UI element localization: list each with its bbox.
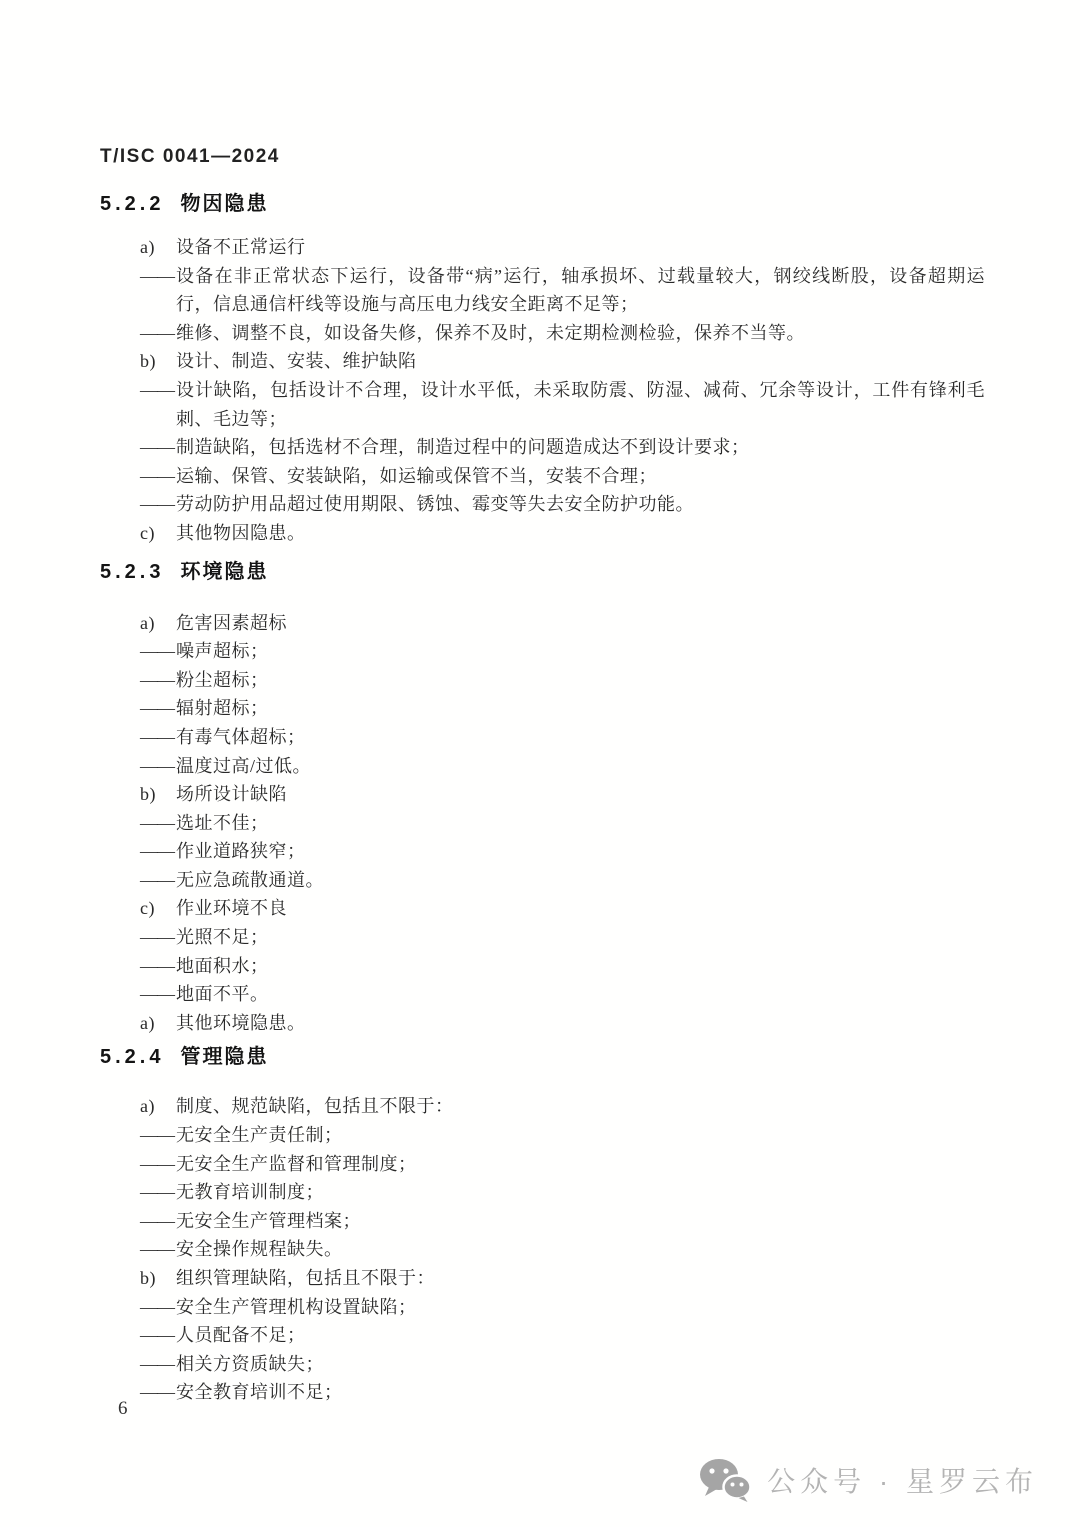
list-item [100,433,985,462]
dash-marker: —— [140,265,174,286]
list-item-text: 其他环境隐患。 [176,1012,306,1033]
watermark-text: 公众号 · 星罗云布 [767,1466,1038,1497]
dash-marker: —— [140,437,174,458]
section-heading [100,192,985,216]
list-item [100,1150,985,1179]
list-item [100,923,985,952]
section-title: 管理隐患 [180,1046,269,1069]
list-item [100,694,985,723]
list-item-text: 设备在非正常状态下运行，设备带“病”运行，轴承损坏、过载量较大，钢绞线断股，设备超期运行，信息通信杆线等设施与高压电力线安全距离不足等； [176,265,985,315]
list-item-text: 无教育培训制度； [176,1182,324,1203]
dash-marker: —— [140,669,174,690]
list-item-text: 粉尘超标； [176,669,269,690]
dash-marker: —— [140,1353,174,1374]
list-item [100,723,985,752]
watermark [699,1458,1038,1502]
wechat-icon [699,1458,751,1502]
section-number: 5.2.2 [100,193,165,215]
section-heading [100,560,985,584]
letter-marker: c) [140,898,155,919]
list-item [100,952,985,981]
list-item-text: 安全操作规程缺失。 [176,1239,343,1260]
letter-marker: a) [140,237,155,257]
list-item [100,1092,985,1121]
dash-marker: —— [140,841,174,862]
dash-marker: —— [140,1325,174,1346]
list-item [100,262,985,319]
list-item [100,1378,985,1407]
list-item [100,490,985,519]
dash-marker: —— [140,1239,174,1260]
list-item-text: 地面不平。 [176,984,269,1005]
letter-marker: b) [140,784,156,805]
section-5.2.2 [100,192,985,548]
list-item-text: 人员配备不足； [176,1325,306,1346]
list-item-text: 无安全生产管理档案； [176,1210,361,1231]
standard-number-header: T/ISC 0041—2024 [100,146,280,167]
list-item [100,837,985,866]
list-item-text: 组织管理缺陷，包括且不限于： [176,1268,435,1288]
list-item-text: 其他物因隐患。 [176,522,306,543]
list-item-text: 设备不正常运行 [176,237,306,257]
list-item-text: 场所设计缺陷 [176,784,287,805]
letter-marker: a) [140,612,155,633]
list-item [100,519,985,548]
dash-marker: —— [140,698,174,719]
dash-marker: —— [140,494,174,515]
letter-marker: a) [140,1096,155,1117]
dash-marker: —— [140,869,174,890]
list-item [100,666,985,695]
dash-marker: —— [140,1153,174,1174]
dash-marker: —— [140,1382,174,1403]
letter-marker: b) [140,351,156,372]
section-number: 5.2.3 [100,560,165,583]
list-item-text: 有毒气体超标； [176,726,306,747]
list-item-text: 安全教育培训不足； [176,1382,343,1403]
letter-marker: a) [140,1012,155,1033]
section-5.2.4 [100,1045,985,1407]
dash-marker: —— [140,984,174,1005]
section-5.2.3 [100,560,985,1038]
list-item-text: 噪声超标； [176,641,269,662]
section-item-list [100,1092,985,1407]
dash-marker: —— [140,1125,174,1146]
section-title: 物因隐患 [180,193,269,215]
list-item [100,980,985,1009]
list-item [100,637,985,666]
list-item [100,1009,985,1038]
document-body [100,192,985,1407]
list-item-text: 制造缺陷，包括选材不合理，制造过程中的问题造成达不到设计要求； [176,437,750,458]
list-item [100,1178,985,1207]
dash-marker: —— [140,1182,174,1203]
list-item-text: 辐射超标； [176,698,269,719]
list-item-text: 危害因素超标 [176,612,287,633]
list-item-text: 制度、规范缺陷，包括且不限于： [176,1096,454,1117]
list-item-text: 设计缺陷，包括设计不合理，设计水平低，未采取防震、防湿、减荷、冗余等设计，工件有锋利毛刺、毛边等； [176,379,985,429]
dash-marker: —— [140,955,174,976]
list-item-text: 无安全生产责任制； [176,1125,343,1146]
list-item-text: 安全生产管理机构设置缺陷； [176,1296,417,1317]
list-item [100,233,985,262]
section-item-list [100,609,985,1038]
dash-marker: —— [140,641,174,662]
dash-marker: —— [140,812,174,833]
dash-marker: —— [140,1210,174,1231]
list-item [100,376,985,433]
list-item [100,1207,985,1236]
list-item-text: 运输、保管、安装缺陷，如运输或保管不当，安装不合理； [176,465,657,486]
dash-marker: —— [140,726,174,747]
list-item [100,1264,985,1293]
section-number: 5.2.4 [100,1046,165,1069]
list-item [100,1235,985,1264]
list-item [100,1350,985,1379]
list-item-text: 设计、制造、安装、维护缺陷 [176,351,417,372]
list-item [100,609,985,638]
list-item-text: 作业道路狭窄； [176,841,306,862]
list-item-text: 光照不足； [176,927,269,948]
letter-marker: b) [140,1268,156,1288]
list-item-text: 维修、调整不良，如设备失修，保养不及时，未定期检测检验，保养不当等。 [176,322,805,343]
list-item [100,780,985,809]
list-item-text: 地面积水； [176,955,269,976]
letter-marker: c) [140,522,155,543]
list-item [100,1121,985,1150]
list-item [100,809,985,838]
list-item [100,1293,985,1322]
dash-marker: —— [140,465,174,486]
list-item [100,319,985,348]
dash-marker: —— [140,379,174,400]
list-item [100,752,985,781]
dash-marker: —— [140,1296,174,1317]
dash-marker: —— [140,927,174,948]
list-item [100,347,985,376]
list-item-text: 相关方资质缺失； [176,1353,324,1374]
page-number: 6 [118,1398,128,1419]
list-item-text: 选址不佳； [176,812,269,833]
list-item [100,894,985,923]
list-item-text: 作业环境不良 [176,898,287,919]
list-item [100,866,985,895]
list-item-text: 无应急疏散通道。 [176,869,324,890]
section-item-list [100,233,985,548]
list-item-text: 无安全生产监督和管理制度； [176,1153,417,1174]
dash-marker: —— [140,322,174,343]
list-item [100,462,985,491]
section-heading [100,1045,985,1069]
list-item [100,1321,985,1350]
dash-marker: —— [140,755,174,776]
document-content [100,0,985,1407]
list-item-text: 温度过高/过低。 [176,755,312,776]
section-title: 环境隐患 [180,560,269,583]
list-item-text: 劳动防护用品超过使用期限、锈蚀、霉变等失去安全防护功能。 [176,494,694,515]
